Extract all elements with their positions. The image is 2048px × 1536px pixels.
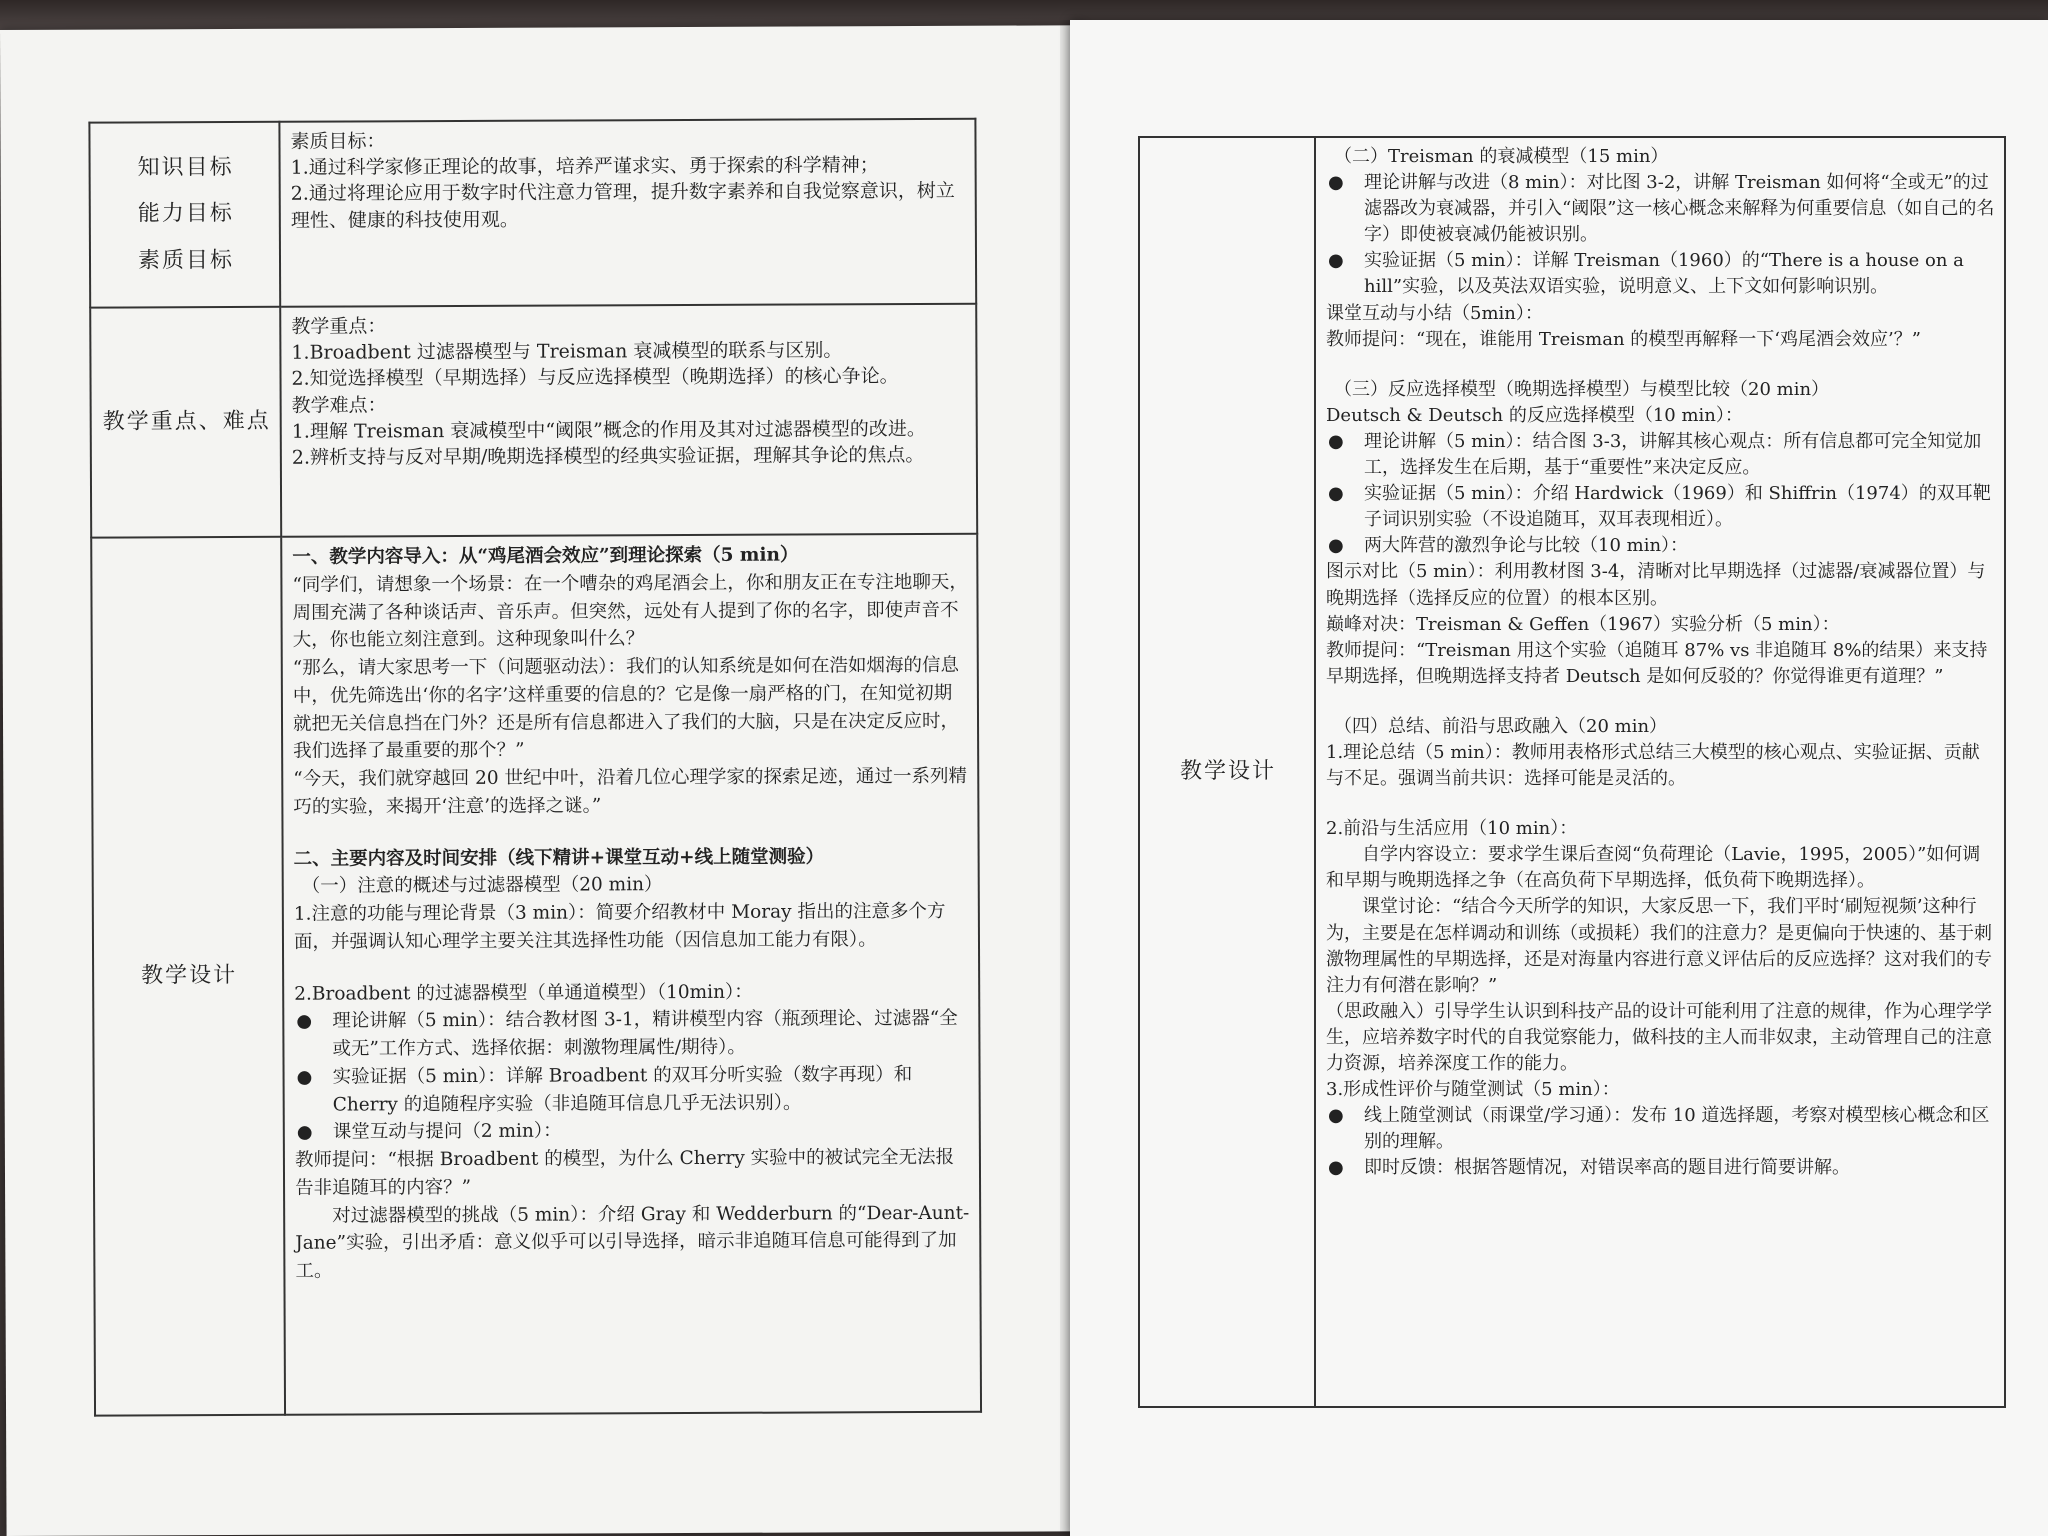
section-1-title: （一）注意的概述与过滤器模型（20 min） — [301, 874, 663, 897]
design-label: 教学设计 — [91, 537, 285, 1416]
section-4-title: （四）总结、前沿与思政融入（20 min） — [1334, 715, 1668, 737]
key-point-1: 1.Broadbent 过滤器模型与 Treisman 衰减模型的联系与区别。 — [291, 339, 843, 364]
goals-heading: 素质目标： — [290, 130, 386, 153]
right-lesson-table — [1138, 136, 2006, 1408]
right-page — [1070, 20, 2048, 1536]
class-discussion: 课堂讨论：“结合今天所学的知识，大家反思一下，我们平时‘刷短视频’这种行为，主要是在怎样调动和训练（或损耗）我们的注意力？是更偏向于快速的、基于刺激物理属性的早期选择，还是对海量内容进行意义评估后的反应选择？这对我们的专注力有何潜在影响？” — [1326, 896, 1992, 996]
design-content-cell — [281, 534, 981, 1415]
goals-content-cell — [279, 119, 976, 307]
difficulty-1: 1.理解 Treisman 衰减模型中“阈限”概念的作用及其对过滤器模型的改进。 — [291, 417, 926, 443]
peak-showdown: 巅峰对决：Treisman & Geffen（1967）实验分析（5 min）： — [1326, 613, 1840, 635]
teacher-question-1: 教师提问：“根据 Broadbent 的模型，为什么 Cherry 实验中的被试完全无法报告非追随耳的内容？” — [294, 1146, 955, 1199]
theory-summary: 1.理论总结（5 min）：教师用表格形式总结三大模型的核心观点、实验证据、贡献与不足。强调当前共识：选择可能是灵活的。 — [1326, 741, 1980, 790]
right-design-content-cell — [1315, 137, 2005, 1407]
key-points-label: 教学重点、难点 — [90, 307, 281, 538]
key-points-content-cell — [280, 304, 977, 537]
key-points-row — [90, 304, 977, 538]
assessment-bullet-2: ● 即时反馈：根据答题情况，对错误率高的题目进行简要讲解。 — [1326, 1155, 1996, 1181]
goal-item-1: 1.通过科学家修正理论的故事，培养严谨求实、勇于探索的科学精神； — [290, 154, 879, 179]
deutsch-bullet-1: ● 理论讲解（5 min）：结合图 3-3，讲解其核心观点：所有信息都可完全知觉加工，选择发生在后期，基于“重要性”来决定反应。 — [1326, 429, 1996, 481]
goals-label-cell — [89, 122, 280, 308]
intro-paragraph-3: “今天，我们就穿越回 20 世纪中叶，沿着几位心理学家的探索足迹，通过一系列精巧的实验，来揭开‘注意’的选择之谜。” — [293, 765, 968, 818]
intro-paragraph-2: “那么，请大家思考一下（问题驱动法）：我们的认知系统是如何在浩如烟海的信息中，优先筛选出‘你的名字’这样重要的信息的？它是像一扇严格的门，在知觉初期就把无关信息挡在门外？还是所有信息都进入了我们的大脑，只是在决定反应时，我们选择了最重要的那个？” — [292, 654, 960, 762]
section-3-title: （三）反应选择模型（晚期选择模型）与模型比较（20 min） — [1334, 378, 1830, 400]
broadbent-title: 2.Broadbent 的过滤器模型（单通道模型）（10min）： — [294, 981, 753, 1005]
goal-item-2: 2.通过将理论应用于数字时代注意力管理，提升数字素养和自我觉察意识，树立理性、健康的科技使用观。 — [290, 180, 955, 232]
quality-goal-label: 素质目标 — [137, 247, 235, 274]
knowledge-goal-label: 知识目标 — [137, 154, 234, 181]
figure-comparison: 图示对比（5 min）：利用教材图 3-4，清晰对比早期选择（过滤器/衰减器位置）与晚期选择（选择反应的位置）的根本区别。 — [1326, 561, 1986, 609]
teacher-question-2: 教师提问：“Treisman 用这个实验（追随耳 87% vs 非追随耳 8%的结果）来支持早期选择，但晚期选择支持者 Deutsch 是如何反驳的？你觉得谁更有道理？” — [1326, 639, 1988, 687]
broadbent-bullet-2: ● 实验证据（5 min）：详解 Broadbent 的双耳分听实验（数字再现）和 Cherry 的追随程序实验（非追随耳信息几乎无法识别）。 — [295, 1061, 971, 1119]
deutsch-bullet-3: ● 两大阵营的激烈争论与比较（10 min）： — [1326, 533, 1996, 559]
key-points-heading: 教学重点： — [291, 315, 387, 338]
design-row — [91, 534, 981, 1416]
ideology-integration: （思政融入）引导学生认识到科技产品的设计可能利用了注意的规律，作为心理学学生，应培养数字时代的自我觉察能力，做科技的主人而非奴隶，主动管理自己的注意力资源，培养深度工作的能力。 — [1326, 1000, 1992, 1074]
deutsch-bullet-2: ● 实验证据（5 min）：介绍 Hardwick（1969）和 Shiffrin（1974）的双耳靶子词识别实验（不设追随耳，双耳表现相近）。 — [1326, 481, 1996, 533]
intro-paragraph-1: “同学们，请想象一个场景：在一个嘈杂的鸡尾酒会上，你和朋友正在专注地聊天，周围充满了各种谈话声、音乐声。但突然，远处有人提到了你的名字，即使声音不大，你也能立刻注意到。这种现象叫什么？ — [292, 571, 968, 651]
section-2-title: （二）Treisman 的衰减模型（15 min） — [1334, 146, 1669, 167]
left-lesson-table — [88, 118, 982, 1417]
broadbent-bullet-3: ● 课堂互动与提问（2 min）： — [295, 1116, 971, 1147]
ability-goal-label: 能力目标 — [137, 201, 234, 227]
difficulty-heading: 教学难点： — [291, 393, 387, 417]
right-design-label: 教学设计 — [1139, 137, 1315, 1407]
difficulty-2: 2.辨析支持与反对早期/晚期选择模型的经典实验证据，理解其争论的焦点。 — [291, 444, 925, 469]
right-design-row — [1139, 137, 2005, 1407]
assessment-bullet-1: ● 线上随堂测试（雨课堂/学习通）：发布 10 道选择题，考察对模型核心概念和区别的理解。 — [1326, 1103, 1996, 1155]
filter-challenge: 对过滤器模型的挑战（5 min）：介绍 Gray 和 Wedderburn 的“Dear-Aunt-Jane”实验，引出矛盾：意义似乎可以引导选择，暗示非追随耳信息可能得到了加工。 — [295, 1202, 970, 1282]
treisman-bullet-2: ● 实验证据（5 min）：详解 Treisman（1960）的“There is a house on a hill”实验，以及英法双语实验，说明意义、上下文如何影响识别。 — [1326, 248, 1996, 300]
intro-title: 一、教学内容导入：从“鸡尾酒会效应”到理论探索（5 min） — [292, 544, 799, 568]
goals-row — [89, 119, 976, 308]
deutsch-subtitle: Deutsch & Deutsch 的反应选择模型（10 min）： — [1326, 404, 1743, 426]
frontier-title: 2.前沿与生活应用（10 min）： — [1326, 818, 1578, 840]
key-point-2: 2.知觉选择模型（早期选择）与反应选择模型（晚期选择）的核心争论。 — [291, 365, 899, 391]
assessment-title: 3.形成性评价与随堂测试（5 min）： — [1326, 1079, 1620, 1101]
main-content-title: 二、主要内容及时间安排（线下精讲+课堂互动+线上随堂测验） — [293, 845, 825, 870]
treisman-bullet-1: ● 理论讲解与改进（8 min）：对比图 3-2，讲解 Treisman 如何将“全或无”的过滤器改为衰减器，并引入“阈限”这一核心概念来解释为何重要信息（如自己的名字）即使被衰减仍能被识别。 — [1326, 170, 1996, 248]
left-page — [0, 25, 1091, 1536]
self-study: 自学内容设立：要求学生课后查阅“负荷理论（Lavie，1995，2005）”如何调和早期与晚期选择之争（在高负荷下早期选择，低负荷下晚期选择）。 — [1326, 844, 1981, 892]
section-1-paragraph-1: 1.注意的功能与理论背景（3 min）：简要介绍教材中 Moray 指出的注意多个方面，并强调认知心理学主要关注其选择性功能（因信息加工能力有限）。 — [293, 900, 946, 953]
broadbent-bullet-1: ● 理论讲解（5 min）：结合教材图 3-1，精讲模型内容（瓶颈理论、过滤器“全或无”工作方式、选择依据：刺激物理属性/期待）。 — [294, 1005, 970, 1063]
treisman-interaction: 课堂互动与小结（5min）： — [1326, 302, 1543, 324]
treisman-question: 教师提问：“现在，谁能用 Treisman 的模型再解释一下‘鸡尾酒会效应’？” — [1326, 328, 1921, 350]
